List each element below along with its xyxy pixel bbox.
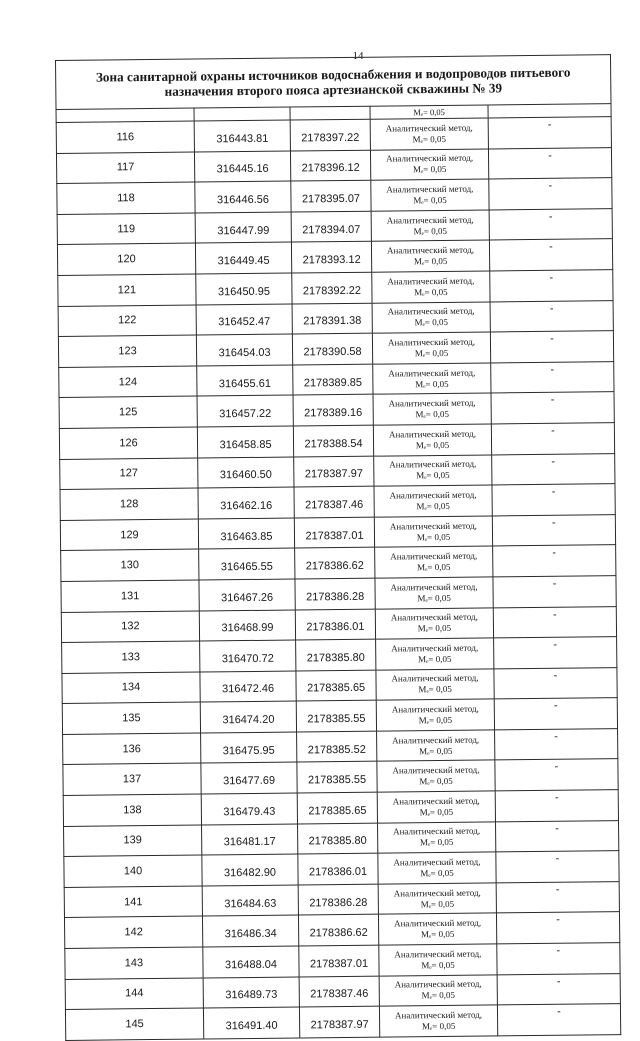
point-number: 131 — [61, 580, 199, 612]
method-label: Аналитический метод, — [386, 244, 475, 256]
coordinate-x: 316460.50 — [198, 457, 294, 489]
coordinate-x: 316468.99 — [199, 610, 295, 642]
coordinate-y: 2178386.62 — [295, 547, 375, 578]
point-number: 140 — [64, 855, 202, 887]
note-dash: - — [489, 208, 612, 240]
method-label: Аналитический метод, — [394, 979, 482, 990]
coordinate-x: 316465.55 — [199, 548, 295, 580]
point-number: 128 — [60, 488, 198, 520]
table-title-row — [56, 55, 611, 110]
coordinate-y: 2178387.01 — [294, 517, 374, 548]
note-dash: - — [490, 270, 613, 302]
determination-method — [377, 760, 495, 792]
coordinate-x: 316449.45 — [195, 242, 291, 274]
coordinate-y: 2178386.28 — [298, 884, 378, 915]
method-label: Аналитический метод, — [391, 703, 479, 715]
coordinate-y: 2178387.97 — [299, 1006, 379, 1037]
note-dash: - — [489, 178, 612, 210]
method-label: Аналитический метод, — [385, 153, 474, 164]
coordinate-x: 316472.46 — [200, 671, 296, 703]
method-label: Аналитический метод, — [386, 214, 474, 226]
method-label: Аналитический метод, — [389, 520, 477, 532]
table-row — [65, 1004, 620, 1040]
point-number: 127 — [60, 458, 198, 490]
method-label: Аналитический метод, — [391, 673, 479, 684]
note-dash: - — [495, 759, 618, 791]
accuracy-label: Mₑ= 0,05 — [415, 409, 449, 420]
point-number: 130 — [61, 549, 199, 581]
method-label: Аналитический метод, — [390, 611, 478, 623]
note-dash: - — [489, 239, 612, 271]
method-label: Аналитический метод, — [391, 642, 479, 654]
coordinate-x: 316491.40 — [203, 1007, 299, 1039]
coordinate-y: 2178387.97 — [294, 456, 374, 487]
method-label: Аналитический метод, — [387, 336, 476, 348]
determination-method — [373, 424, 491, 456]
accuracy-label: Mₑ= 0,05 — [412, 164, 447, 175]
determination-method — [370, 118, 488, 150]
note-dash: - — [497, 943, 620, 975]
point-number: 116 — [56, 121, 194, 153]
point-number: 134 — [62, 672, 200, 704]
accuracy-label: Mₑ= 0,05 — [417, 623, 452, 634]
method-label: Аналитический метод, — [392, 795, 480, 807]
coordinate-x: 316455.61 — [197, 365, 293, 397]
point-number: 133 — [62, 641, 200, 673]
note-dash: - — [491, 423, 614, 455]
determination-method — [374, 485, 492, 517]
point-number: 142 — [64, 916, 202, 948]
determination-method — [378, 883, 496, 915]
note-dash: - — [492, 453, 615, 485]
method-label: Аналитический метод, — [389, 489, 477, 501]
coordinate-x: 316467.26 — [199, 579, 295, 611]
accuracy-label: Mₑ= 0,05 — [414, 347, 449, 359]
method-label: Аналитический метод, — [394, 1009, 483, 1021]
coordinate-y: 2178391.38 — [292, 303, 372, 334]
note-dash: - — [495, 820, 618, 852]
point-number: 139 — [64, 825, 202, 857]
coordinate-x: 316475.95 — [201, 732, 297, 764]
coordinate-y: 2178385.80 — [298, 823, 378, 854]
determination-method — [372, 332, 490, 364]
point-number: 145 — [65, 1008, 203, 1040]
coordinate-x: 316481.17 — [202, 824, 298, 856]
accuracy-label: Mₑ= 0,05 — [420, 929, 455, 940]
point-number: 124 — [59, 366, 197, 398]
accuracy-label: Mₑ= 0,05 — [419, 776, 453, 787]
coordinate-x: 316457.22 — [197, 395, 293, 427]
coordinate-x: 316474.20 — [200, 701, 296, 733]
accuracy-label: Mₑ= 0,05 — [416, 531, 451, 542]
coordinate-x: 316446.56 — [195, 181, 291, 213]
method-label: Аналитический метод, — [390, 550, 478, 562]
coordinate-y: 2178389.85 — [293, 364, 373, 395]
note-dash: - — [493, 545, 616, 577]
accuracy-label: Mₑ= 0,05 — [420, 867, 454, 879]
accuracy-label: Mₑ= 0,05 — [419, 837, 454, 848]
note-dash: - — [493, 606, 616, 638]
point-number: 141 — [64, 886, 202, 918]
point-number: 129 — [60, 519, 198, 551]
accuracy-label: Mₑ= 0,05 — [418, 714, 453, 726]
note-dash: - — [495, 729, 618, 761]
coordinate-y: 2178390.58 — [292, 333, 372, 364]
method-label: Аналитический метод, — [393, 917, 482, 929]
determination-method — [375, 577, 493, 609]
coordinate-y: 2178394.07 — [291, 211, 371, 242]
note-dash: - — [496, 881, 619, 913]
coordinate-y: 2178385.65 — [297, 792, 377, 823]
method-label: Аналитический метод, — [386, 183, 474, 195]
determination-method — [374, 454, 492, 486]
determination-method — [376, 669, 494, 701]
accuracy-label: Mₑ= 0,05 — [421, 990, 456, 1001]
determination-method — [371, 240, 489, 272]
point-number: 121 — [58, 274, 196, 306]
coordinate-y: 2178387.46 — [294, 486, 374, 517]
accuracy-label: Mₑ= 0,05 — [419, 806, 454, 818]
point-number: 138 — [63, 794, 201, 826]
coordinate-y: 2178386.28 — [295, 578, 375, 609]
determination-method — [371, 179, 489, 211]
method-label: Аналитический метод, — [393, 856, 481, 868]
coordinate-y: 2178386.01 — [295, 609, 375, 640]
accuracy-label: Mₑ= 0,05 — [412, 133, 447, 145]
note-dash: - — [492, 484, 615, 516]
coordinate-y: 2178385.55 — [296, 700, 376, 731]
accuracy-label: Mₑ= 0,05 — [413, 225, 448, 236]
coordinates-table — [55, 54, 621, 1041]
coordinate-x: 316479.43 — [201, 793, 297, 825]
point-number: 144 — [65, 978, 203, 1010]
determination-method — [376, 699, 494, 731]
accuracy-label: Mₑ= 0,05 — [421, 959, 455, 971]
accuracy-label: Mₑ= 0,05 — [420, 898, 455, 909]
coordinate-y: 2178385.65 — [296, 670, 376, 701]
determination-method — [378, 852, 496, 884]
note-dash: - — [491, 361, 614, 393]
continuation-y-cell — [290, 106, 370, 120]
determination-method — [374, 516, 492, 548]
point-number: 143 — [65, 947, 203, 979]
continuation-note-cell — [488, 104, 611, 118]
method-label: Аналитический метод, — [388, 397, 476, 409]
determination-method — [376, 638, 494, 670]
point-number: 119 — [57, 213, 195, 245]
accuracy-label: Mₑ= 0,05 — [416, 470, 450, 481]
accuracy-label: Mₑ= 0,05 — [418, 745, 453, 756]
method-label: Аналитический метод, — [392, 734, 480, 746]
determination-method — [372, 302, 490, 334]
note-dash: - — [497, 973, 620, 1005]
coordinate-x: 316489.73 — [203, 977, 299, 1009]
method-label: Аналитический метод, — [393, 826, 481, 837]
accuracy-label: Mₑ= 0,05 — [421, 1020, 456, 1032]
method-label: Аналитический метод, — [394, 948, 482, 960]
point-number: 123 — [58, 335, 196, 367]
accuracy-label: Mₑ= 0,05 — [415, 439, 450, 450]
note-dash: - — [496, 912, 619, 944]
continuation-method: Mₑ= 0,05 — [370, 105, 488, 119]
coordinate-x: 316447.99 — [195, 212, 291, 244]
point-number: 122 — [58, 305, 196, 337]
note-dash: - — [490, 331, 613, 363]
note-dash: - — [494, 667, 617, 699]
note-dash: - — [497, 1004, 620, 1036]
continuation-x-cell — [194, 107, 290, 121]
coordinate-y: 2178386.62 — [298, 915, 378, 946]
coordinate-x: 316454.03 — [196, 334, 292, 366]
note-dash: - — [491, 392, 614, 424]
coordinate-x: 316458.85 — [197, 426, 293, 458]
method-label: Аналитический метод, — [389, 458, 477, 470]
accuracy-label: Mₑ= 0,05 — [415, 378, 449, 389]
coordinate-x: 316452.47 — [196, 304, 292, 336]
coordinate-y: 2178387.01 — [299, 945, 379, 976]
point-number: 120 — [57, 243, 195, 275]
accuracy-label: Mₑ= 0,05 — [417, 592, 451, 603]
note-dash: - — [494, 637, 617, 669]
determination-method — [377, 791, 495, 823]
method-label: Аналитический метод, — [390, 581, 478, 593]
coordinate-x: 316482.90 — [202, 854, 298, 886]
determination-method — [378, 822, 496, 854]
coordinate-y: 2178392.22 — [292, 272, 372, 303]
page-number: 14 — [352, 50, 364, 62]
note-dash: - — [490, 300, 613, 332]
coordinate-y: 2178385.52 — [297, 731, 377, 762]
point-number: 132 — [61, 611, 199, 643]
method-label: Аналитический метод, — [392, 764, 480, 776]
coordinate-y: 2178389.16 — [293, 395, 373, 426]
accuracy-label: Mₑ= 0,05 — [414, 286, 448, 298]
coordinate-x: 316443.81 — [194, 120, 290, 152]
accuracy-label: Mₑ= 0,05 — [418, 684, 452, 695]
method-label: Аналитический метод, — [388, 367, 476, 379]
method-label: Аналитический метод, — [393, 887, 481, 899]
determination-method — [371, 210, 489, 242]
coordinate-y: 2178396.12 — [290, 150, 370, 181]
accuracy-label: Mₑ= 0,05 — [417, 561, 451, 573]
method-label: Аналитический метод, — [387, 305, 475, 317]
determination-method — [372, 271, 490, 303]
note-dash: - — [488, 117, 611, 149]
accuracy-label: Mₑ= 0,05 — [414, 317, 449, 328]
coordinate-x: 316484.63 — [202, 885, 298, 917]
note-dash: - — [495, 790, 618, 822]
point-number: 135 — [62, 702, 200, 734]
method-label: Аналитический метод, — [385, 122, 473, 134]
determination-method — [373, 393, 491, 425]
coordinate-x: 316450.95 — [196, 273, 292, 305]
method-label: Аналитический метод, — [387, 275, 475, 287]
accuracy-label: Mₑ= 0,05 — [413, 194, 447, 206]
note-dash: - — [496, 851, 619, 883]
coordinate-y: 2178393.12 — [291, 242, 371, 273]
note-dash: - — [494, 698, 617, 730]
determination-method — [373, 363, 491, 395]
table-title: Зона санитарной охраны источников водоснабжения и водопроводов питьевого назначения второго пояса артезианской скважины № 39 — [56, 55, 611, 110]
coordinate-x: 316477.69 — [201, 762, 297, 794]
coordinate-y: 2178386.01 — [298, 853, 378, 884]
determination-method — [378, 913, 496, 945]
coordinate-x: 316488.04 — [203, 946, 299, 978]
coordinate-x: 316445.16 — [194, 151, 290, 183]
determination-method — [375, 546, 493, 578]
determination-method — [379, 944, 497, 976]
coordinate-x: 316463.85 — [198, 518, 294, 550]
coordinate-x: 316462.16 — [198, 487, 294, 519]
method-label: Аналитический метод, — [388, 428, 477, 440]
determination-method — [377, 730, 495, 762]
point-number: 125 — [59, 396, 197, 428]
accuracy-label: Mₑ= 0,05 — [413, 256, 448, 267]
coordinate-y: 2178385.55 — [297, 762, 377, 793]
point-number: 126 — [59, 427, 197, 459]
note-dash: - — [493, 576, 616, 608]
coordinate-y: 2178397.22 — [290, 119, 370, 150]
coordinate-y: 2178385.80 — [296, 639, 376, 670]
coordinate-y: 2178395.07 — [291, 180, 371, 211]
point-number: 136 — [63, 733, 201, 765]
determination-method — [379, 975, 497, 1007]
coordinate-y: 2178388.54 — [293, 425, 373, 456]
point-number: 137 — [63, 763, 201, 795]
coordinate-x: 316470.72 — [200, 640, 296, 672]
point-number: 118 — [57, 182, 195, 214]
note-dash: - — [492, 514, 615, 546]
point-number: 117 — [56, 152, 194, 184]
coordinate-x: 316486.34 — [202, 915, 298, 947]
accuracy-label: Mₑ= 0,05 — [418, 653, 452, 665]
note-dash: - — [488, 147, 611, 179]
determination-method — [370, 149, 488, 181]
determination-method — [375, 607, 493, 639]
accuracy-label: Mₑ= 0,05 — [416, 500, 450, 512]
coordinate-y: 2178387.46 — [299, 976, 379, 1007]
determination-method — [379, 1005, 497, 1037]
